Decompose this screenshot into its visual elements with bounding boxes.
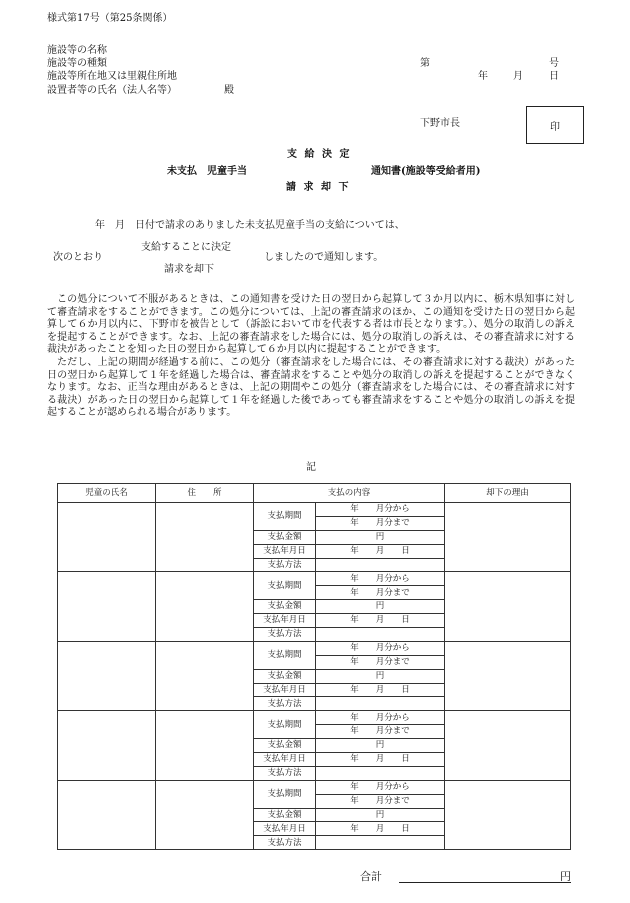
doc-number-suffix: 号 — [549, 58, 559, 69]
honorific: 殿 — [224, 85, 234, 96]
intro-option-reject: 請求を却下 — [164, 264, 214, 275]
facility-name-label: 施設等の名称 — [47, 45, 107, 56]
period-label: 支払期間 — [254, 503, 316, 531]
period-label: 支払期間 — [254, 780, 316, 808]
reason-cell[interactable] — [445, 711, 571, 780]
amount-cell[interactable]: 円 — [316, 600, 445, 614]
table-row — [58, 711, 571, 725]
method-cell[interactable] — [316, 558, 445, 572]
intro-option-grant: 支給することに決定 — [141, 242, 231, 253]
method-label: 支払方法 — [254, 558, 316, 572]
method-label: 支払方法 — [254, 628, 316, 642]
date-day: 日 — [549, 71, 559, 82]
method-cell[interactable] — [316, 766, 445, 780]
reason-cell[interactable] — [445, 572, 571, 641]
payment-date-cell[interactable]: 年 月 日 — [316, 683, 445, 697]
method-label: 支払方法 — [254, 697, 316, 711]
amount-label: 支払金額 — [254, 739, 316, 753]
date-month: 月 — [513, 71, 523, 82]
child-name-cell[interactable] — [58, 711, 156, 780]
reason-cell[interactable] — [445, 503, 571, 572]
period-to-cell[interactable]: 年 月分まで — [316, 794, 445, 808]
address-cell[interactable] — [156, 780, 254, 849]
period-to-cell[interactable]: 年 月分まで — [316, 725, 445, 739]
period-from-cell[interactable]: 年 月分から — [316, 503, 445, 517]
child-name-cell[interactable] — [58, 780, 156, 849]
table-row — [58, 503, 571, 517]
reason-cell[interactable] — [445, 780, 571, 849]
period-to-cell[interactable]: 年 月分まで — [316, 516, 445, 530]
seal-text: 印 — [550, 121, 560, 133]
method-cell[interactable] — [316, 628, 445, 642]
header-content: 支払の内容 — [254, 484, 445, 503]
period-from-cell[interactable]: 年 月分から — [316, 780, 445, 794]
facility-owner-label: 設置者等の氏名（法人名等） — [47, 85, 177, 96]
seal-box — [526, 106, 584, 144]
table-row — [58, 780, 571, 794]
amount-label: 支払金額 — [254, 808, 316, 822]
title-left: 未支払 児童手当 — [167, 166, 247, 177]
notice-paragraph-2: ただし、上記の期間が経過する前に、この処分（審査請求をした場合には、その審査請求に対する裁決）があった日の翌日から起算して１年を経過した場合は、審査請求をすることや処分の取消しの訴えを提起することができなくなります。なお、正当な理由があるときは、上記の期間やこの処分（審査請求をした場合には、その審査請求に対する裁決）があった日の翌日から起算して１年を経過した後であっても審査請求をすることや処分の取消しの訴えを提起することが認められる場合があります。 — [47, 356, 575, 419]
payment-date-cell[interactable]: 年 月 日 — [316, 614, 445, 628]
amount-cell[interactable]: 円 — [316, 530, 445, 544]
facility-address-label: 施設等所在地又は里親住所地 — [47, 71, 177, 82]
intro-line: 年 月 日付で請求のありました未支払児童手当の支給については、 — [95, 220, 405, 231]
method-cell[interactable] — [316, 697, 445, 711]
title-right: 通知書(施設等受給者用) — [371, 166, 481, 177]
intro-tail: しましたので通知します。 — [264, 252, 384, 263]
child-name-cell[interactable] — [58, 572, 156, 641]
reason-cell[interactable] — [445, 641, 571, 710]
doc-number-prefix: 第 — [420, 58, 430, 69]
total-unit: 円 — [560, 870, 571, 883]
payment-date-label: 支払年月日 — [254, 753, 316, 767]
period-label: 支払期間 — [254, 641, 316, 669]
period-label: 支払期間 — [254, 572, 316, 600]
total-label: 合計 — [360, 870, 382, 883]
amount-label: 支払金額 — [254, 669, 316, 683]
period-from-cell[interactable]: 年 月分から — [316, 641, 445, 655]
intro-lead: 次のとおり — [53, 252, 103, 263]
header-address: 住 所 — [156, 484, 254, 503]
payment-date-cell[interactable]: 年 月 日 — [316, 822, 445, 836]
amount-cell[interactable]: 円 — [316, 808, 445, 822]
notice-paragraph-1: この処分について不服があるときは、この通知書を受けた日の翌日から起算して３か月以内に、栃木県知事に対して審査請求をすることができます。この処分については、上記の審査請求のほか、この通知を受けた日の翌日から起算して６か月以内に、下野市を被告として（訴訟において市を代表する者は市長となります。）、処分の取消しの訴えを提起することができます。なお、上記の審査請求をした場合には、処分の取消しの訴えは、その審査請求に対する裁決があったことを知った日の翌日から起算して６か月以内に提起することができます。 — [47, 294, 575, 356]
child-name-cell[interactable] — [58, 641, 156, 710]
header-child-name: 児童の氏名 — [58, 484, 156, 503]
notice-text — [47, 294, 575, 420]
ki-mark: 記 — [306, 462, 316, 473]
payment-date-label: 支払年月日 — [254, 822, 316, 836]
table-body — [58, 503, 571, 850]
amount-cell[interactable]: 円 — [316, 669, 445, 683]
period-label: 支払期間 — [254, 711, 316, 739]
facility-type-label: 施設等の種類 — [47, 58, 107, 69]
payment-date-cell[interactable]: 年 月 日 — [316, 544, 445, 558]
table-header-row — [58, 484, 571, 503]
payment-table — [57, 483, 571, 850]
title-reject: 請 求 却 下 — [286, 182, 351, 193]
address-cell[interactable] — [156, 641, 254, 710]
address-cell[interactable] — [156, 572, 254, 641]
period-from-cell[interactable]: 年 月分から — [316, 711, 445, 725]
payment-date-cell[interactable]: 年 月 日 — [316, 753, 445, 767]
total-underline — [399, 882, 571, 883]
period-to-cell[interactable]: 年 月分まで — [316, 655, 445, 669]
method-label: 支払方法 — [254, 766, 316, 780]
amount-label: 支払金額 — [254, 530, 316, 544]
header-reason: 却下の理由 — [445, 484, 571, 503]
address-cell[interactable] — [156, 503, 254, 572]
method-label: 支払方法 — [254, 836, 316, 850]
title-decision: 支 給 決 定 — [287, 149, 352, 160]
amount-label: 支払金額 — [254, 600, 316, 614]
form-number: 様式第17号（第25条関係） — [47, 13, 173, 24]
payment-date-label: 支払年月日 — [254, 544, 316, 558]
issuer: 下野市長 — [420, 118, 460, 129]
table-row — [58, 641, 571, 655]
period-from-cell[interactable]: 年 月分から — [316, 572, 445, 586]
address-cell[interactable] — [156, 711, 254, 780]
date-year: 年 — [478, 71, 488, 82]
table-row — [58, 572, 571, 586]
payment-date-label: 支払年月日 — [254, 614, 316, 628]
child-name-cell[interactable] — [58, 503, 156, 572]
amount-cell[interactable]: 円 — [316, 739, 445, 753]
period-to-cell[interactable]: 年 月分まで — [316, 586, 445, 600]
payment-date-label: 支払年月日 — [254, 683, 316, 697]
method-cell[interactable] — [316, 836, 445, 850]
